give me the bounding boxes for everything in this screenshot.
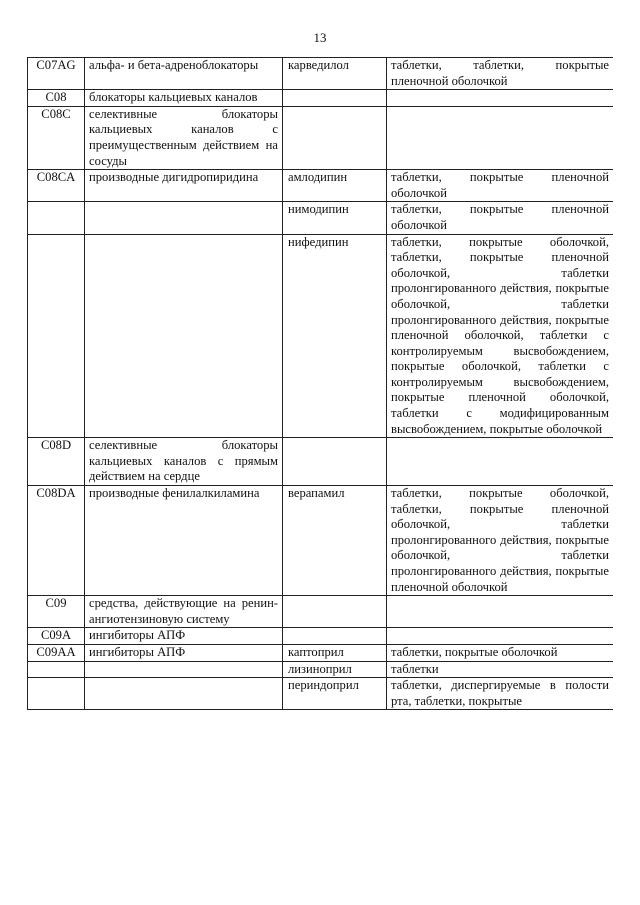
- pharmacological-group-cell: [85, 234, 283, 438]
- drug-name-cell: карведилол: [283, 58, 387, 90]
- pharmacological-group-cell: [85, 678, 283, 710]
- pharmacological-group-cell: ингибиторы АПФ: [85, 644, 283, 661]
- atc-code-cell: C08CA: [28, 170, 85, 202]
- pharmacological-group-cell: производные фенилалкиламина: [85, 486, 283, 596]
- dosage-form-cell: таблетки, покрытые оболочкой: [387, 644, 614, 661]
- dosage-form-cell: [387, 106, 614, 169]
- table-row: [28, 486, 614, 596]
- table-row: [28, 596, 614, 628]
- atc-code-cell: [28, 202, 85, 234]
- dosage-form-cell: [387, 438, 614, 486]
- pharmacological-group-cell: производные дигидропиридина: [85, 170, 283, 202]
- pharmacological-group-cell: [85, 202, 283, 234]
- table-row: [28, 678, 614, 710]
- table-row: [28, 661, 614, 678]
- drug-name-cell: лизиноприл: [283, 661, 387, 678]
- drug-name-cell: периндоприл: [283, 678, 387, 710]
- atc-code-cell: C09: [28, 596, 85, 628]
- dosage-form-cell: таблетки, покрытые оболочкой, таблетки, покрытые пленочной оболочкой, таблетки пролонгированного действия, покрытые оболочкой, таблетки пролонгированного действия, покрытые пленочной оболочкой: [387, 486, 614, 596]
- drug-name-cell: [283, 628, 387, 645]
- dosage-form-cell: таблетки, покрытые пленочной оболочкой: [387, 202, 614, 234]
- atc-code-cell: [28, 234, 85, 438]
- dosage-form-cell: [387, 628, 614, 645]
- drug-name-cell: [283, 90, 387, 107]
- table-row: [28, 170, 614, 202]
- atc-code-cell: C09A: [28, 628, 85, 645]
- table-row: [28, 438, 614, 486]
- atc-code-cell: C08D: [28, 438, 85, 486]
- table-row: [28, 106, 614, 169]
- table-body: [28, 58, 614, 710]
- pharmacological-group-cell: ингибиторы АПФ: [85, 628, 283, 645]
- drug-classification-table: [27, 57, 613, 710]
- pharmacological-group-cell: блокаторы кальциевых каналов: [85, 90, 283, 107]
- page-number: 13: [313, 30, 327, 45]
- dosage-form-cell: таблетки, покрытые оболочкой, таблетки, покрытые пленочной оболочкой, таблетки пролонгированного действия, покрытые оболочкой, таблетки пролонгированного действия, покрытые пленочной оболочкой, таблетки с контролируемым высвобождением, покрытые оболочкой, таблетки с контролируемым высвобождением, покрытые пленочной оболочкой, таблетки с модифицированным высвобождением, покрытые оболочкой: [387, 234, 614, 438]
- table-row: [28, 90, 614, 107]
- table-row: [28, 234, 614, 438]
- table-row: [28, 644, 614, 661]
- pharmacological-group-cell: [85, 661, 283, 678]
- drug-name-cell: [283, 438, 387, 486]
- drug-name-cell: амлодипин: [283, 170, 387, 202]
- dosage-form-cell: [387, 596, 614, 628]
- drug-name-cell: каптоприл: [283, 644, 387, 661]
- dosage-form-cell: таблетки, диспергируемые в полости рта, таблетки, покрытые: [387, 678, 614, 710]
- table-row: [28, 628, 614, 645]
- atc-code-cell: C08DA: [28, 486, 85, 596]
- drug-name-cell: нифедипин: [283, 234, 387, 438]
- dosage-form-cell: таблетки: [387, 661, 614, 678]
- drug-name-cell: [283, 106, 387, 169]
- atc-code-cell: [28, 661, 85, 678]
- drug-name-cell: нимодипин: [283, 202, 387, 234]
- drug-table-container: [27, 57, 613, 827]
- drug-name-cell: верапамил: [283, 486, 387, 596]
- pharmacological-group-cell: альфа- и бета-адреноблокаторы: [85, 58, 283, 90]
- atc-code-cell: [28, 678, 85, 710]
- pharmacological-group-cell: селективные блокаторы кальциевых каналов с преимущественным действием на сосуды: [85, 106, 283, 169]
- pharmacological-group-cell: средства, действующие на ренин-ангиотензиновую систему: [85, 596, 283, 628]
- atc-code-cell: C08C: [28, 106, 85, 169]
- atc-code-cell: C07AG: [28, 58, 85, 90]
- table-row: [28, 58, 614, 90]
- dosage-form-cell: таблетки, покрытые пленочной оболочкой: [387, 170, 614, 202]
- drug-name-cell: [283, 596, 387, 628]
- dosage-form-cell: таблетки, таблетки, покрытые пленочной оболочкой: [387, 58, 614, 90]
- atc-code-cell: C08: [28, 90, 85, 107]
- atc-code-cell: C09AA: [28, 644, 85, 661]
- table-row: [28, 202, 614, 234]
- dosage-form-cell: [387, 90, 614, 107]
- pharmacological-group-cell: селективные блокаторы кальциевых каналов с прямым действием на сердце: [85, 438, 283, 486]
